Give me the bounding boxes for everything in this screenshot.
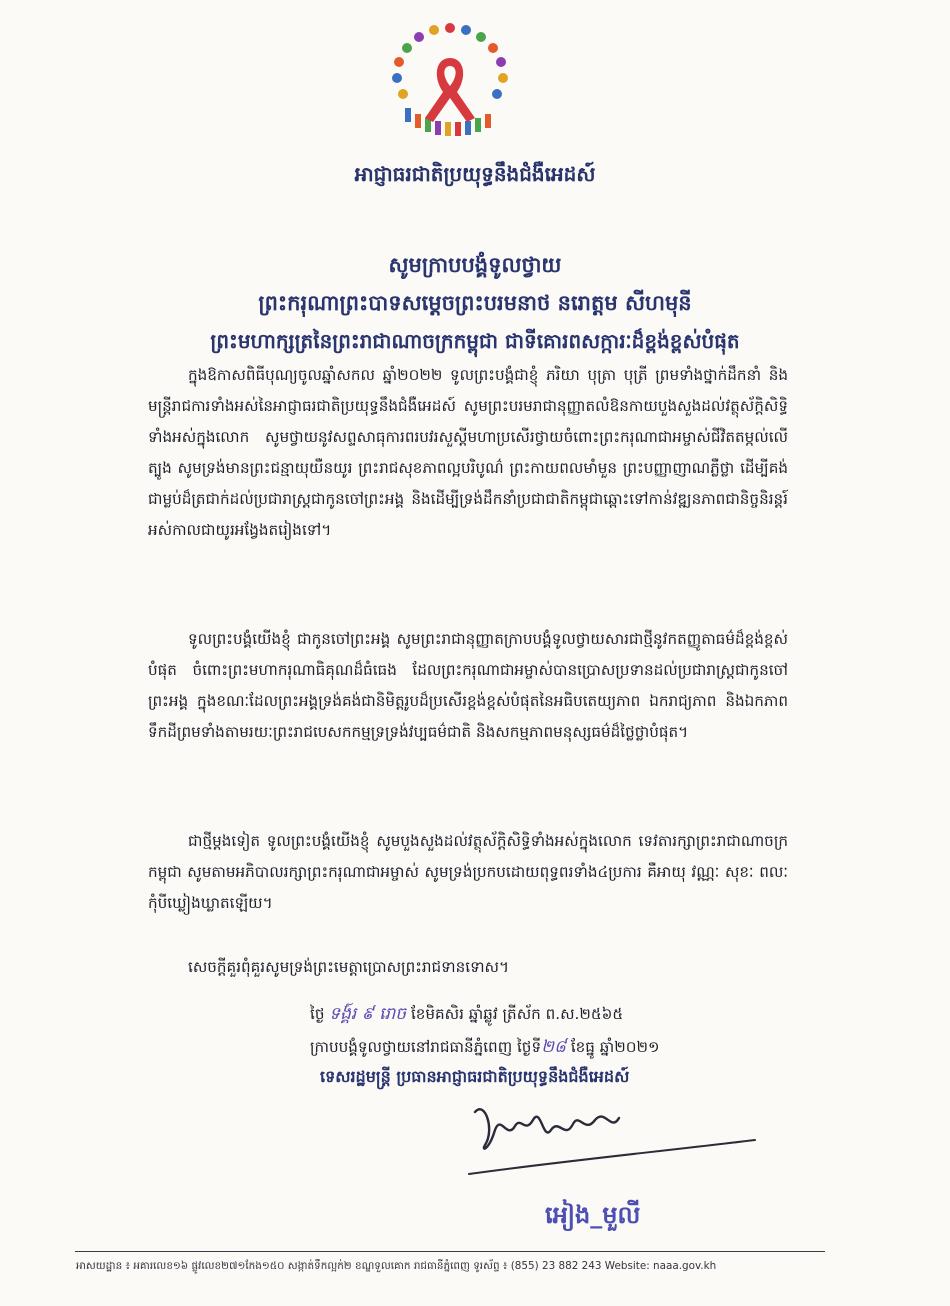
- logo-people-ring: [392, 23, 508, 136]
- solar-date-rest: ខែធ្នូ ឆ្នាំ២០២១: [570, 1038, 660, 1056]
- king-title-line: ព្រះមហាក្សត្រនៃព្រះរាជាណាចក្រកម្ពុជា ជាទីគោរពសក្ការៈដ៏ខ្ពង់ខ្ពស់បំផុត: [210, 329, 740, 353]
- place-prefix: ក្រាបបង្គំទូលថ្វាយនៅរាជធានីភ្នំពេញ ថ្ងៃទី: [310, 1038, 542, 1056]
- footer-address: អាសយដ្ឋាន ៖ អគារលេខ១៦ ផ្លូវលេខ២៧១កែង១៥០ សង្កាត់ទឹកល្អក់២ ខណ្ឌទួលគោក រាជធានីភ្នំពេញ ទូរស័ព្ទ ៖ (855) 23 882 243 Website: naaa.gov.kh: [76, 1260, 717, 1272]
- day-label: ថ្ងៃ: [310, 1005, 325, 1023]
- handwritten-signature: [455, 1090, 775, 1180]
- red-ribbon-icon: [425, 58, 475, 122]
- lunar-date-line: [310, 1003, 623, 1028]
- signer-name: អៀង_មួលី: [545, 1201, 641, 1229]
- solar-date-line: [310, 1036, 659, 1061]
- signer-title: ទេសរដ្ឋមន្ត្រី ប្រធានអាជ្ញាធរជាតិប្រយុទ្ធនឹងជំងឺអេដស៍: [320, 1067, 630, 1086]
- closing-line: សេចក្តីគួរពុំគួរសូមទ្រង់ព្រះមេត្តាប្រោសព្រះរាជទានទោស។: [188, 958, 510, 976]
- handwritten-day: ទង្គ៍រ ៩ រោច: [329, 1004, 407, 1024]
- paragraph-3: ជាថ្មីម្តងទៀត ទូលព្រះបង្គំយើងខ្ញុំ សូមបួងសួងដល់វត្ថុស័ក្តិសិទ្ធិទាំងអស់ក្នុងលោក ទេវតារក្សាព្រះរាជាណាចក្រកម្ពុជា សូមតាមអភិបាលរក្សាព្រះករុណាជាអម្ចាស់ សូមទ្រង់ប្រកបដោយពុទ្ធពរទាំង៤ប្រការ គឺអាយុ វណ្ណៈ សុខៈ ពលៈ កុំបីឃ្លៀងឃ្លាតឡើយ។: [148, 832, 788, 912]
- paragraph-2: ទូលព្រះបង្គំយើងខ្ញុំ ជាកូនចៅព្រះអង្គ សូមព្រះរាជានុញ្ញាតក្រាបបង្គំទូលថ្វាយសារជាថ្មីនូវកតញ្ញូតាធម៌ដ៏ខ្ពង់ខ្ពស់បំផុត ចំពោះព្រះមហាករុណាធិគុណដ៏ធំធេង ដែលព្រះករុណាជាអម្ចាស់បានប្រោសប្រទានដល់ប្រជារាស្ត្រជាកូនចៅព្រះអង្គ ក្នុងខណៈដែលព្រះអង្គទ្រង់គង់ជានិមិត្តរូបដ៏ប្រសើរខ្ពង់ខ្ពស់បំផុតនៃអធិបតេយ្យភាព ឯករាជ្យភាព និងឯកភាពទឹកដីព្រមទាំងតាមរយៈព្រះរាជបេសកកម្មទ្រទ្រង់វប្បធម៌ជាតិ និងសកម្មភាពមនុស្សធម៌ដ៏ថ្លៃថ្លាបំផុត។: [148, 630, 788, 741]
- paragraph-1: ក្នុងឱកាសពិធីបុណ្យចូលឆ្នាំសកល ឆ្នាំ២០២២ ទូលព្រះបង្គំជាខ្ញុំ ភរិយា បុត្រា បុត្រី ព្រមទាំងថ្នាក់ដឹកនាំ និងមន្ត្រីរាជការទាំងអស់នៃអាជ្ញាធរជាតិប្រយុទ្ធនឹងជំងឺអេដស៍ សូមព្រះបរមរាជានុញ្ញាតលំឱនកាយបួងសួងដល់វត្ថុស័ក្តិសិទ្ធិទាំងអស់ក្នុងលោក សូមថ្វាយនូវសព្ទសាធុការពរបវរសួស្តីមហាប្រសើរថ្វាយចំពោះព្រះករុណាជាអម្ចាស់ជីវិតតម្កល់លើត្បូង សូមទ្រង់មានព្រះជន្មាយុយឺនយូរ ព្រះរាជសុខភាពល្អបរិបូណ៌ ព្រះកាយពលមាំមួន ព្រះបញ្ញាញាណភ្លឺថ្លា ដើម្បីគង់ជាម្លប់ដ៏ត្រជាក់ដល់ប្រជារាស្ត្រជាកូនចៅព្រះអង្គ និងដើម្បីទ្រង់ដឹកនាំប្រជាជាតិកម្ពុជាឆ្ពោះទៅកាន់វឌ្ឍនភាពជានិច្ចនិរន្តរ៍អស់កាលជាយូរអង្វែងតរៀងទៅ។: [148, 366, 788, 539]
- handwritten-date: ២៨: [541, 1037, 566, 1057]
- national-aids-authority-logo: [383, 18, 517, 148]
- king-name-line: ព្រះករុណាព្រះបាទសម្តេចព្រះបរមនាថ នរោត្តម សីហមុនី: [258, 291, 692, 315]
- organization-name: អាជ្ញាធរជាតិប្រយុទ្ធនឹងជំងឺអេដស៍: [354, 162, 596, 186]
- salutation-line: សូមក្រាបបង្គំទូលថ្វាយ: [388, 253, 562, 277]
- lunar-date-rest: ខែមិគសិរ ឆ្នាំឆ្លូវ ត្រីស័ក ព.ស.២៥៦៥: [410, 1005, 624, 1023]
- footer-divider: [75, 1251, 825, 1252]
